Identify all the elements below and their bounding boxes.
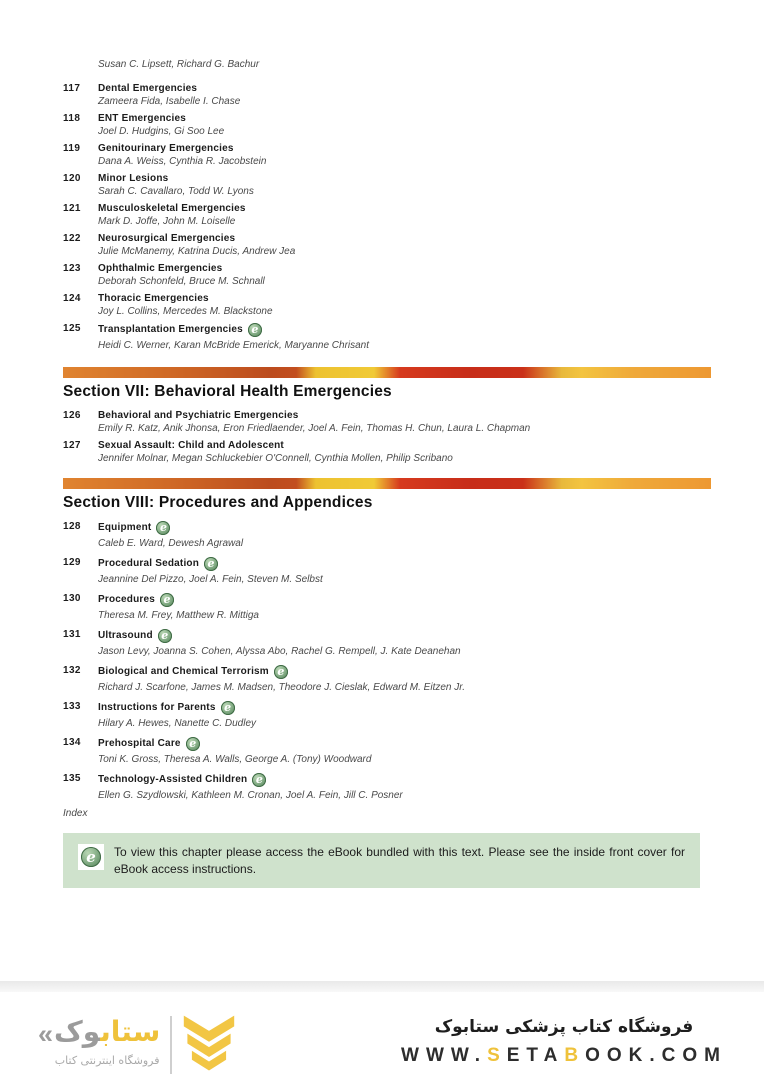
- chapter-number: 133: [63, 701, 81, 712]
- chapter-title: Procedural Sedation: [98, 558, 200, 569]
- chapter-title: Genitourinary Emergencies: [98, 143, 234, 154]
- chapter-title: Transplantation Emergencies: [98, 324, 243, 335]
- chapter-number: 135: [63, 773, 81, 784]
- chapter-number: 119: [63, 143, 81, 154]
- chapter-body: [98, 409, 711, 435]
- chapter-entry: [63, 172, 711, 198]
- website-part: OOK.COM: [585, 1045, 727, 1066]
- chapter-authors: Toni K. Gross, Theresa A. Walls, George A. (Tony) Woodward: [98, 754, 372, 765]
- chapter-number: 127: [63, 440, 81, 451]
- chapter-entry: [63, 112, 711, 138]
- chapter-title-line: [98, 664, 711, 679]
- website-part: ETA: [506, 1045, 565, 1066]
- chapter-entry: [63, 772, 711, 804]
- website-part: WWW.: [401, 1045, 488, 1066]
- chevron-emblem-icon: [182, 1015, 236, 1080]
- ebook-icon: e: [204, 557, 218, 571]
- website-url[interactable]: [380, 1045, 748, 1067]
- chapter-entry: [63, 409, 711, 435]
- index-entry: Index: [63, 808, 88, 819]
- chapter-title-line: [98, 556, 711, 571]
- chapter-number: 121: [63, 203, 81, 214]
- chapter-title-line: [98, 142, 711, 155]
- chapter-title: Instructions for Parents: [98, 702, 216, 713]
- chapter-authors: Richard J. Scarfone, James M. Madsen, Theodore J. Cieslak, Edward M. Eitzen Jr.: [98, 682, 465, 693]
- chapter-body: [98, 262, 711, 288]
- chapter-title: Dental Emergencies: [98, 83, 198, 94]
- chapter-title: Technology-Assisted Children: [98, 774, 248, 785]
- logo-wordmark-yellow: ستاب: [100, 1015, 161, 1048]
- chapter-body: [98, 292, 711, 318]
- chapter-body: [98, 172, 711, 198]
- chapter-body: [98, 82, 711, 108]
- chapter-body: [98, 112, 711, 138]
- chapter-entry: [63, 736, 711, 768]
- chapter-body: [98, 520, 711, 552]
- chapter-entry: [63, 700, 711, 732]
- chapter-number: 124: [63, 293, 81, 304]
- chapter-authors: Deborah Schonfeld, Bruce M. Schnall: [98, 276, 265, 287]
- chapter-body: [98, 556, 711, 588]
- chapter-number: 118: [63, 113, 81, 124]
- chapter-title: Musculoskeletal Emergencies: [98, 203, 246, 214]
- chapter-title-line: [98, 322, 711, 337]
- chapter-entry: [63, 664, 711, 696]
- ebook-note-text: To view this chapter please access the eBook bundled with this text. Please see the inside front cover for eBook access instructions.: [114, 845, 685, 876]
- chapter-number: 122: [63, 233, 81, 244]
- chapter-authors: Mark D. Joffe, John M. Loiselle: [98, 216, 236, 227]
- ebook-icon: e: [274, 665, 288, 679]
- chapter-authors: Hilary A. Hewes, Nanette C. Dudley: [98, 718, 257, 729]
- chapter-title: Ultrasound: [98, 630, 153, 641]
- chapter-number: 130: [63, 593, 81, 604]
- chapter-authors: Jason Levy, Joanna S. Cohen, Alyssa Abo, Rachel G. Rempell, J. Kate Deanehan: [98, 646, 461, 657]
- chapter-title: Sexual Assault: Child and Adolescent: [98, 440, 284, 451]
- chapter-title-line: [98, 112, 711, 125]
- chapter-title: Minor Lesions: [98, 173, 169, 184]
- chapter-title: Biological and Chemical Terrorism: [98, 666, 269, 677]
- chapter-title-line: [98, 520, 711, 535]
- chapter-body: [98, 439, 711, 465]
- section-heading: Section VIII: Procedures and Appendices: [63, 494, 373, 511]
- chapter-title-line: [98, 292, 711, 305]
- chapter-title: ENT Emergencies: [98, 113, 187, 124]
- ebook-icon: e: [156, 521, 170, 535]
- section-divider-bar: [63, 367, 711, 378]
- logo-divider: [170, 1016, 172, 1074]
- section-divider-bar: [63, 478, 711, 489]
- chapter-number: 131: [63, 629, 81, 640]
- ebook-icon: e: [221, 701, 235, 715]
- chapter-authors: Jennifer Molnar, Megan Schluckebier O'Connell, Cynthia Mollen, Philip Scribano: [98, 453, 453, 464]
- footer-right: [380, 1016, 748, 1067]
- chapter-authors: Ellen G. Szydlowski, Kathleen M. Cronan, Joel A. Fein, Jill C. Posner: [98, 790, 403, 801]
- chapter-title-line: [98, 172, 711, 185]
- chapter-title-line: [98, 232, 711, 245]
- chapter-authors: Emily R. Katz, Anik Jhonsa, Eron Friedlaender, Joel A. Fein, Thomas H. Chun, Laura L. Chapman: [98, 423, 531, 434]
- chapter-title: Neurosurgical Emergencies: [98, 233, 236, 244]
- page-bottom-shadow: [0, 981, 764, 992]
- chapter-number: 132: [63, 665, 81, 676]
- chapter-authors: Theresa M. Frey, Matthew R. Mittiga: [98, 610, 259, 621]
- chapter-authors: Joel D. Hudgins, Gi Soo Lee: [98, 126, 225, 137]
- chapter-number: 126: [63, 410, 81, 421]
- chapter-body: [98, 592, 711, 624]
- logo-wordmark: [54, 1013, 160, 1051]
- chapter-authors: Zameera Fida, Isabelle I. Chase: [98, 96, 241, 107]
- ebook-note-box: [63, 833, 700, 888]
- chapter-body: [98, 322, 711, 354]
- ebook-icon: e: [252, 773, 266, 787]
- ebook-icon: e: [81, 847, 101, 867]
- chapter-entry: [63, 520, 711, 552]
- toc-section: [63, 367, 711, 465]
- ebook-icon: e: [248, 323, 262, 337]
- chapter-authors: Julie McManemy, Katrina Ducis, Andrew Jea: [98, 246, 296, 257]
- chapter-title: Behavioral and Psychiatric Emergencies: [98, 410, 299, 421]
- chapter-number: 120: [63, 173, 81, 184]
- chapter-title-line: [98, 772, 711, 787]
- table-of-contents: [63, 59, 711, 888]
- chapter-entry: [63, 628, 711, 660]
- setabook-logo[interactable]: [38, 1013, 236, 1080]
- chapter-number: 117: [63, 83, 81, 94]
- chapter-body: [98, 202, 711, 228]
- logo-wordmark-column: [54, 1013, 160, 1068]
- logo-caption: فروشگاه اینترنتی کتاب: [54, 1054, 160, 1067]
- chapter-number: 128: [63, 521, 81, 532]
- chapter-entry: [63, 592, 711, 624]
- chapter-title: Equipment: [98, 522, 152, 533]
- chapter-title: Ophthalmic Emergencies: [98, 263, 223, 274]
- chapter-authors: Sarah C. Cavallaro, Todd W. Lyons: [98, 186, 254, 197]
- chapter-body: [98, 736, 711, 768]
- chapter-title-line: [98, 736, 711, 751]
- chapter-entry: [63, 142, 711, 168]
- chapter-authors: Joy L. Collins, Mercedes M. Blackstone: [98, 306, 273, 317]
- chapter-authors: Jeannine Del Pizzo, Joel A. Fein, Steven M. Selbst: [98, 574, 323, 585]
- chapter-title-line: [98, 409, 711, 422]
- chapter-entry: [63, 292, 711, 318]
- chapter-body: [98, 142, 711, 168]
- chapter-entry: [63, 262, 711, 288]
- toc-section: [63, 478, 711, 804]
- chapter-number: 125: [63, 323, 81, 334]
- logo-wordmark-gray: وک: [54, 1015, 101, 1048]
- chapter-title: Thoracic Emergencies: [98, 293, 209, 304]
- chapter-title-line: [98, 592, 711, 607]
- chapter-body: [98, 628, 711, 660]
- chapter-title-line: [98, 202, 711, 215]
- chapter-entry: [63, 556, 711, 588]
- chapter-entry: [63, 322, 711, 354]
- chapter-title-line: [98, 628, 711, 643]
- continued-author-line: Susan C. Lipsett, Richard G. Bachur: [98, 59, 260, 70]
- chapter-entry: [63, 82, 711, 108]
- section-heading: Section VII: Behavioral Health Emergencies: [63, 383, 392, 400]
- ebook-icon: e: [186, 737, 200, 751]
- logo-chevrons-glyph: «: [38, 1019, 54, 1049]
- chapter-body: [98, 232, 711, 258]
- chapter-entry: [63, 439, 711, 465]
- chapter-body: [98, 664, 711, 696]
- chapter-list-top: [63, 82, 711, 354]
- website-part-accent: S: [487, 1045, 507, 1066]
- chapter-entry: [63, 232, 711, 258]
- chapter-authors: Caleb E. Ward, Dewesh Agrawal: [98, 538, 244, 549]
- chapter-title-line: [98, 82, 711, 95]
- chapter-title-line: [98, 439, 711, 452]
- chapter-number: 123: [63, 263, 81, 274]
- ebook-icon: e: [158, 629, 172, 643]
- ebook-icon-tile: [78, 844, 104, 870]
- chapter-title: Procedures: [98, 594, 156, 605]
- chapter-title-line: [98, 700, 711, 715]
- chapter-authors: Dana A. Weiss, Cynthia R. Jacobstein: [98, 156, 267, 167]
- chapter-authors: Heidi C. Werner, Karan McBride Emerick, Maryanne Chrisant: [98, 340, 370, 351]
- store-title: فروشگاه کتاب پزشکی ستابوک: [434, 1017, 694, 1037]
- chapter-title-line: [98, 262, 711, 275]
- chapter-title: Prehospital Care: [98, 738, 181, 749]
- chapter-body: [98, 700, 711, 732]
- chapter-body: [98, 772, 711, 804]
- ebook-icon: e: [160, 593, 174, 607]
- chapter-number: 134: [63, 737, 81, 748]
- chapter-number: 129: [63, 557, 81, 568]
- section-list: [63, 367, 711, 804]
- website-part-accent: B: [564, 1045, 586, 1066]
- chapter-entry: [63, 202, 711, 228]
